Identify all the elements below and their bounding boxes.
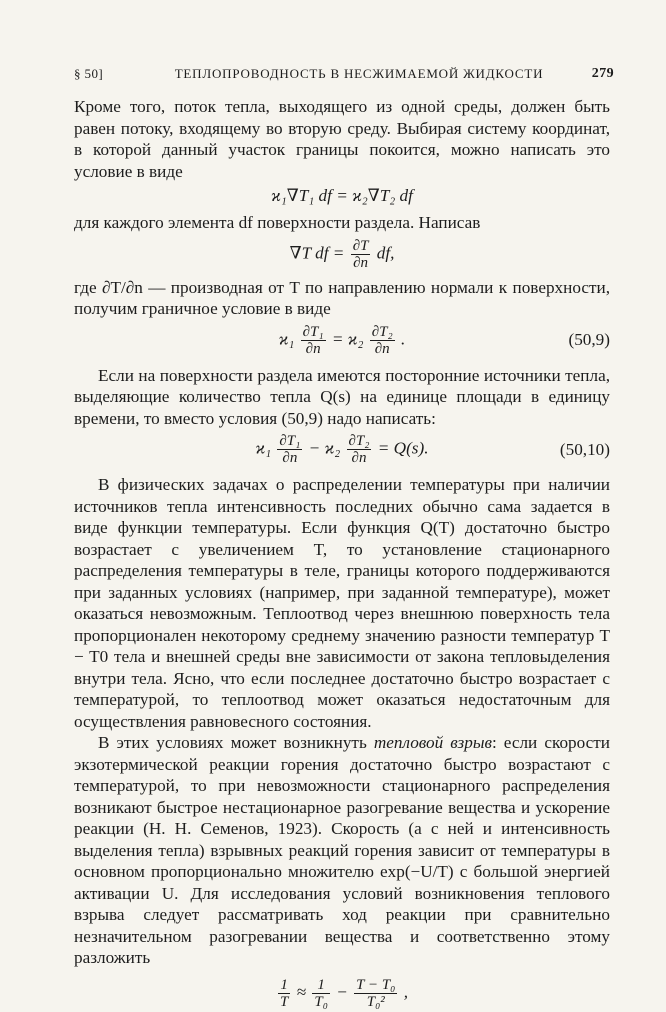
equation-4-fraction-2 (347, 433, 372, 466)
paragraph-2: для каждого элемента df поверхности раздела. Написав (74, 213, 481, 232)
equation-3-kappa1: ϰ₁ (278, 328, 295, 348)
equation-3 (74, 324, 610, 357)
running-header (74, 66, 614, 86)
paragraph-6-rest: : если скорости экзотермической реакции горения достаточно быстро возрастают с температурой, то при невозможности стационарного распределения возникают быстрое нестационарное разогревание вещества и ускорение реакции (Н. Н. Семенов, 1923). Скорость (а с ней и интенсивность выделения тепла) взрывных реакций горения зависит от температуры в основном пропорционально множителю exp(−U/T) с большой энергией активации U. Для исследования условий возникновения теплового взрыва следует рассматривать ход реакции при сравнительно незначительном разогревании вещества и соответственно этому разложить (74, 733, 610, 967)
equation-5-approx: ≈ (296, 981, 307, 1001)
equation-5-fraction-2 (312, 977, 330, 1010)
fraction-numerator: ∂T₁ (302, 323, 324, 340)
equation-4-end: = Q(s). (377, 438, 429, 458)
equation-4-fraction-1 (277, 433, 302, 466)
paragraph-3: где ∂T/∂n — производная от T по направлению нормали к поверхности, получим граничное условие в виде (74, 277, 610, 318)
equation-4-kappa1: ϰ₁ (255, 438, 272, 458)
fraction-denominator: T₀ (314, 993, 328, 1010)
fraction-numerator: ∂T₂ (371, 323, 393, 340)
fraction-denominator: T (280, 993, 289, 1010)
equation-3-end: . (401, 328, 406, 348)
paragraph-6 (74, 732, 610, 969)
paragraph-6-start: В этих условиях может возникнуть (98, 733, 374, 752)
fraction-denominator: ∂n (353, 254, 369, 271)
equation-4-middle: − ϰ₂ (308, 438, 341, 458)
equation-2 (74, 238, 610, 271)
equation-3-number: (50,9) (568, 330, 610, 349)
paragraph-1: Кроме того, поток тепла, выходящего из одной среды, должен быть равен потоку, входящему во вторую среду. Выбирая систему координат, в которой данный участок границы покоится, можно написать это условие в виде (74, 97, 610, 181)
fraction-denominator: ∂n (305, 340, 321, 357)
equation-2-rhs: df, (376, 242, 395, 262)
paragraph-5: В физических задачах о распределении температуры при наличии источников тепла интенсивность последних обычно сама задается в виде функции температуры. Если функция Q(T) достаточно быстро возрастает с увеличением T, то установление стационарного распределения температуры в теле, границы которого поддерживаются при заданных условиях (например, при заданной температуре), может оказаться невозможным. Теплоотвод через внешнюю поверхность тела пропорционален некоторому среднему значению разности температур T − T0 тела и внешней среды вне зависимости от закона тепловыделения внутри тела. Ясно, что если последнее достаточно быстро возрастает с температурой, то теплоотвод может оказаться недостаточным для осуществления равновесного состояния. (74, 475, 610, 731)
fraction-numerator: T − T₀ (356, 976, 396, 993)
fraction-denominator: ∂n (374, 340, 390, 357)
equation-5-minus: − (336, 981, 348, 1001)
equation-5-fraction-3 (354, 977, 397, 1010)
chapter-title: ТЕПЛОПРОВОДНОСТЬ В НЕСЖИМАЕМОЙ ЖИДКОСТИ (174, 66, 544, 81)
equation-5-end: , (403, 981, 408, 1001)
equation-3-middle: = ϰ₂ (331, 328, 364, 348)
fraction-numerator: 1 (278, 977, 290, 994)
fraction-numerator: ∂T₂ (348, 433, 370, 449)
fraction-denominator: T₀² (366, 993, 385, 1010)
equation-2-fraction (351, 238, 371, 271)
paragraph-4: Если на поверхности раздела имеются посторонние источники тепла, выделяющие количество тепла Q(s) на единице площади в единицу времени, то вместо условия (50,9) надо написать: (74, 365, 610, 428)
fraction-numerator: 1 (312, 977, 330, 994)
fraction-denominator: ∂n (282, 450, 298, 466)
equation-1 (74, 186, 610, 206)
equation-5-fraction-1 (278, 977, 290, 1010)
equation-4-number: (50,10) (559, 439, 610, 459)
equation-3-fraction-2 (370, 324, 395, 357)
fraction-denominator: ∂n (351, 450, 367, 466)
equation-2-lhs: ∇T df = (289, 242, 345, 262)
equation-3-fraction-1 (301, 324, 326, 357)
equation-1-text: ϰ₁∇T₁ df = ϰ₂∇T₂ df (271, 186, 413, 205)
emphasis-thermal-explosion: тепловой взрыв (373, 733, 492, 752)
page-body (74, 96, 610, 1012)
section-marker: § 50] (74, 66, 104, 81)
equation-5 (74, 977, 610, 1010)
page-number: 279 (591, 66, 614, 81)
equation-4 (74, 433, 610, 466)
fraction-numerator: ∂T (352, 237, 369, 254)
fraction-numerator: ∂T₁ (279, 433, 301, 449)
